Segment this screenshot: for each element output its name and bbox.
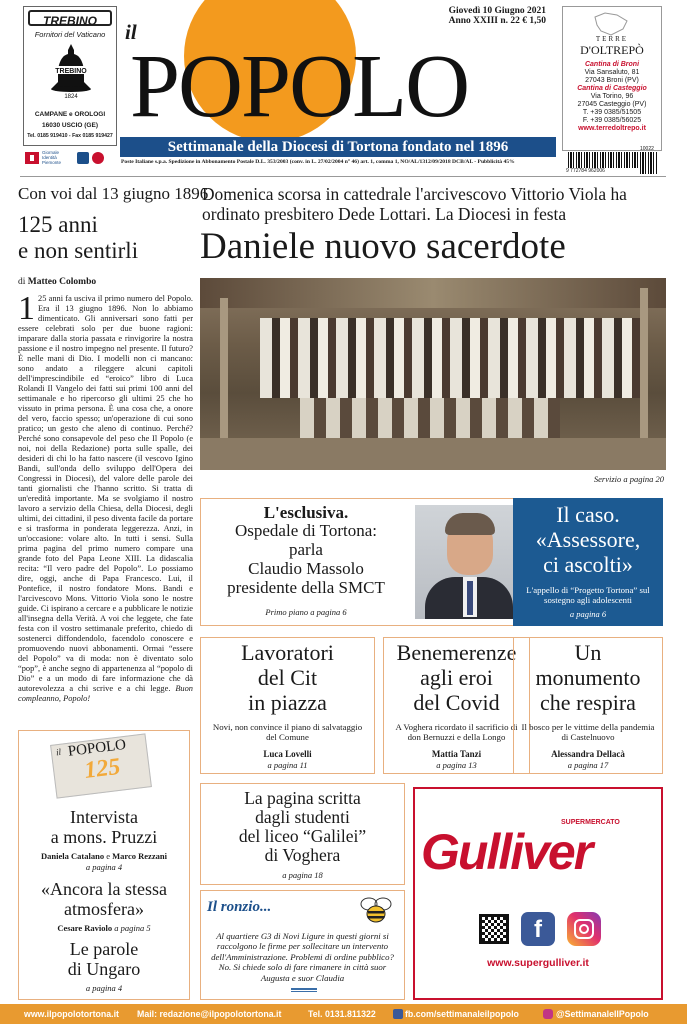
esclusiva-box: [200, 498, 531, 626]
gulliver-ad: [413, 787, 663, 1000]
interview-1-line1: Intervista: [70, 807, 138, 827]
galilei-ref: a pagina 18: [282, 870, 323, 880]
interview-2-ref: a pagina 5: [114, 923, 151, 933]
barcode-num: 10022: [640, 146, 654, 152]
ronzio-box: [200, 890, 405, 1000]
cit-ref: a pagina 11: [267, 760, 308, 770]
casteggio-street: Via Torino, 96: [590, 93, 634, 100]
covid-line2: agli eroi: [420, 665, 493, 690]
caso-sub: L'appello di “Progetto Tortona” sul sostegno agli adolescenti: [526, 585, 650, 605]
terre-oltrepo-ad: [562, 6, 662, 151]
footer-website[interactable]: www.ilpopolotortona.it: [24, 1009, 119, 1019]
monumento-line1: Un: [574, 640, 602, 665]
editorial-closing: Buon compleanno, Popolo!: [18, 684, 193, 703]
interview-1-line2: a mons. Pruzzi: [50, 827, 158, 847]
galilei-line3: del liceo “Galilei”: [238, 826, 367, 846]
masthead-title: POPOLO: [130, 37, 469, 136]
trebino-ad: [23, 6, 117, 146]
esclusiva-kicker: L'esclusiva.: [263, 503, 349, 522]
monumento-line2: monumento: [535, 665, 641, 690]
covid-line3: del Covid: [413, 690, 500, 715]
main-caption: Servizio a pagina 20: [593, 474, 664, 484]
terre-logo-2: D'OLTREPÒ: [580, 43, 644, 57]
trebino-phone: Tel. 0185 919410 - Fax 0185 919427: [27, 133, 113, 139]
footer-instagram-icon: [543, 1009, 553, 1019]
covid-ref: a pagina 13: [436, 760, 477, 770]
bell-logo-year: 1824: [64, 94, 78, 100]
barcode-code: 9 772784 962006: [566, 168, 638, 174]
interview-2-line2: atmosfera»: [64, 899, 144, 919]
massolo-photo: [415, 505, 523, 619]
ronzio-body: Al quartiere G3 di Novi Ligure in questi giorni si raccolgono le firme per sollecitare un intervento dell'Amministrazione. Problemi di ordine pubblico? No. Si chiede solo di fare rimanere in città suor Augusta e suor Claudia: [211, 931, 394, 983]
byline-pre: di: [18, 277, 26, 287]
monumento-line3: che respira: [540, 690, 636, 715]
bell-logo-brand: TREBINO: [55, 68, 87, 75]
footer-phone: Tel. 0131.811322: [308, 1009, 376, 1019]
cantina-casteggio: Cantina di Casteggio: [577, 85, 647, 92]
popolo125-logo-il: il: [55, 746, 62, 758]
byline-author: Matteo Colombo: [27, 277, 97, 287]
masthead-il: il: [125, 20, 137, 44]
caso-line2: «Assessore,: [535, 527, 641, 552]
covid-line1: Benemerenze: [396, 640, 517, 665]
interview-3-line2: di Ungaro: [67, 959, 141, 979]
editorial-dropcap: 1: [18, 294, 35, 327]
gulliver-website[interactable]: www.supergulliver.it: [487, 957, 589, 969]
instagram-icon[interactable]: [567, 912, 601, 946]
interview-1-author2: Marco Rezzani: [112, 851, 167, 861]
badge-line2: Identità: [42, 154, 57, 160]
broni-street: Via Sansaluto, 81: [584, 69, 640, 76]
editorial-title-1: 125 anni: [18, 212, 98, 237]
main-kicker: Domenica scorsa in cattedrale l'arcivescovo Vittorio Viola ha ordinato presbitero Dede Lottari. La Diocesi in festa: [202, 184, 627, 224]
interview-1-authors: [19, 851, 189, 861]
editorial-text: [18, 294, 193, 756]
popolo125-logo-title: POPOLO: [67, 736, 127, 760]
galilei-line4: di Voghera: [264, 845, 341, 865]
editorial-lead: 25 anni fa usciva il primo numero del Popolo. Era il 13 giugno 1896. Non lo abbiamo dimenticato.: [38, 294, 193, 323]
caso-ref: a pagina 6: [569, 609, 607, 619]
editorial-body: Gli anniversari sono fatti per essere celebrati solo per due buone ragioni: imparare dalla storia passata e rinvigorire la nostra passione e il nostro impegno nel presente. Il futuro? È nelle mani di Dio. I modelli non ci mancano: sono andato a rileggere alcuni capitoli dell'imprescindibile ed “eroico” libro di Luca Rolandi Il Vangelo dei fatti sui primi 100 anni del settimanale e ho ripercorso gli ultimi 25 che ho vissuto in prima persona. È una cosa che, a onore del vero, faccio spesso; un'operazione di cui sono pratico; un gesto che aleno di continuo. Perché? Perché sono consapevole del peso che Il Popolo (e noi, noi della Redazione) porta sulle spalle, dei desideri di chi lo ha fatto nascere (il vescovo Igino Bandi, sull'onda dello sviluppo dell'Opera dei Congressi in Diocesi), del valore delle parole dei tanti giornalisti che l'hanno scritto. Si tratta di un'eredità importante. Ma se svolgiamo il nostro lavoro a servizio della Chiesa, della Diocesi, degli ultimi, dei cittadini, il peso diventa facile da portare e si trasforma in ponderata leggerezza. Anzi, in un'occasione: volare alto. In tutti i sensi. Sulla prima pagina del primo numero compare una grande foto del Papa Leone XIII. La didascalia recita: “Il vero padre del Popolo”. Lo possiamo dire, oggi, anche di Papa Francesco. Lui, il Pontefice, il nostro fondatore Mons. Bandi e l'arcivescovo Mons. Vittorio Viola sono le nostre guide. Ci ispirano a cercare e a pubblicare le notizie all'insegna della Verità. A voi che leggete, che fate festa con il vostro settimanale preferito, chiedo di sostenerci diffondendolo, facendolo conoscere e promuovendo nuovi abbonamenti. Ormai “essere del Popolo” va di moda: non è diventato solo “pop”, è anche segno di appartenenza al “popolo di Dio” e a un modo di fare informazione che dà autorevolezza a chi scrive e a chi legge.: [18, 314, 193, 693]
badge-line1: Giornale: [42, 150, 60, 155]
facebook-icon[interactable]: f: [521, 912, 555, 946]
cit-line3: in piazza: [248, 690, 327, 715]
esclusiva-line4: presidente della SMCT: [227, 578, 385, 597]
interview-3-line1: Le parole: [69, 939, 139, 959]
galilei-line2: dagli studenti: [255, 807, 350, 827]
badge-logo-icon: [77, 152, 89, 164]
trebino-address: 16030 USCIO (GE): [42, 122, 98, 129]
galilei-line1: La pagina scritta: [244, 788, 361, 808]
region-map-icon: [591, 11, 633, 37]
caso-box: [513, 498, 663, 626]
covid-author: Mattia Tanzi: [431, 749, 482, 759]
footer-mail[interactable]: Mail: redazione@ilpopolotortona.it: [137, 1009, 282, 1019]
popolo125-logo: [50, 733, 152, 798]
cit-line2: del Cit: [257, 665, 318, 690]
piemonte-badge: [25, 151, 115, 165]
popolo125-box: [18, 730, 190, 1000]
ordination-photo: [200, 278, 666, 470]
interview-2-credit: [19, 923, 189, 933]
interview-1-ref: a pagina 4: [85, 862, 123, 872]
badge-logo2-icon: [92, 152, 104, 164]
cit-box: [200, 637, 375, 774]
footer-instagram[interactable]: @SettimanaleIlPopolo: [556, 1009, 649, 1019]
masthead-subtitle: Settimanale della Diocesi di Tortona fondato nel 1896: [167, 139, 509, 155]
interview-2-author: Cesare Raviolo: [57, 923, 113, 933]
popolo125-number: 125: [82, 753, 122, 784]
terre-tel: T. +39 0385/51505: [582, 109, 642, 116]
trebino-products: CAMPANE e OROLOGI: [34, 111, 106, 118]
monumento-sub: Il bosco per le vittime della pandemia di Castelnuovo: [521, 722, 655, 742]
trebino-tagline: Fornitori del Vaticano: [34, 30, 106, 39]
galilei-box: [200, 783, 405, 885]
interview-2-line1: «Ancora la stessa: [41, 879, 167, 899]
interview-1-and: e: [106, 851, 110, 861]
esclusiva-ref: Primo piano a pagina 6: [265, 607, 347, 617]
footer-facebook-icon: [393, 1009, 403, 1019]
caso-line1: Il caso.: [556, 502, 620, 527]
bell-logo: [46, 42, 96, 100]
monumento-box: [513, 637, 663, 774]
cit-author: Luca Lovelli: [263, 749, 312, 759]
esclusiva-line3: Claudio Massolo: [248, 559, 364, 578]
footer-facebook[interactable]: fb.com/settimanaleilpopolo: [405, 1009, 519, 1019]
terre-logo-1: TERRE: [595, 35, 629, 43]
main-headline: Daniele nuovo sacerdote: [200, 226, 566, 267]
covid-sub: A Voghera ricordato il sacrificio di don Bernuzzi e della Longo: [395, 722, 518, 742]
esclusiva-line1: Ospedale di Tortona:: [234, 521, 378, 540]
cantina-broni: Cantina di Broni: [584, 61, 640, 68]
cit-sub: Novi, non convince il piano di salvataggio del Comune: [212, 722, 363, 742]
editorial-byline: [18, 277, 96, 287]
bee-icon: [357, 895, 395, 925]
monumento-ref: a pagina 17: [567, 760, 609, 770]
subtitle-band: [120, 137, 556, 157]
badge-line3: Piemonte: [42, 159, 62, 165]
ronzio-title: Il ronzio...: [207, 899, 272, 915]
issue-date: Giovedì 10 Giugno 2021: [448, 6, 546, 16]
issue-number: Anno XXIII n. 22 € 1,50: [448, 16, 546, 26]
interview-1-author1: Daniela Catalano: [41, 851, 105, 861]
ronzio-ornament-icon: [291, 988, 317, 992]
esclusiva-line2: parla: [289, 540, 323, 559]
gulliver-logo: Gulliver: [421, 824, 592, 880]
cit-line1: Lavoratori: [241, 640, 334, 665]
qr-code-icon[interactable]: [479, 914, 509, 944]
masthead-rule: [20, 176, 666, 177]
footer-bar: [0, 1004, 687, 1024]
interview-3-ref: a pagina 4: [85, 983, 123, 993]
trebino-brand: TREBINO: [43, 14, 97, 28]
caso-line3: ci ascolti»: [543, 552, 633, 577]
terre-fax: F. +39 0385/56025: [582, 117, 642, 124]
broni-city: 27043 Broni (PV): [585, 77, 639, 84]
covid-box: [383, 637, 530, 774]
casteggio-city: 27045 Casteggio (PV): [577, 101, 647, 108]
gulliver-supermercato: SUPERMERCATO: [561, 819, 620, 826]
postal-info: Poste Italiane s.p.a. Spedizione in Abbonamento Postale D.L. 353/2003 (conv. in L. 27/02/2004 n° 46) art. 1, comma 1, NO/AL/1312/09/2018 DCB/AL - Pubblicità 45%: [121, 159, 515, 165]
monumento-author: Alessandra Dellacà: [551, 749, 625, 759]
editorial-kicker: Con voi dal 13 giugno 1896: [18, 184, 209, 203]
editorial-title-2: e non sentirli: [18, 238, 139, 263]
terre-website[interactable]: www.terredoltrepo.it: [578, 125, 646, 132]
